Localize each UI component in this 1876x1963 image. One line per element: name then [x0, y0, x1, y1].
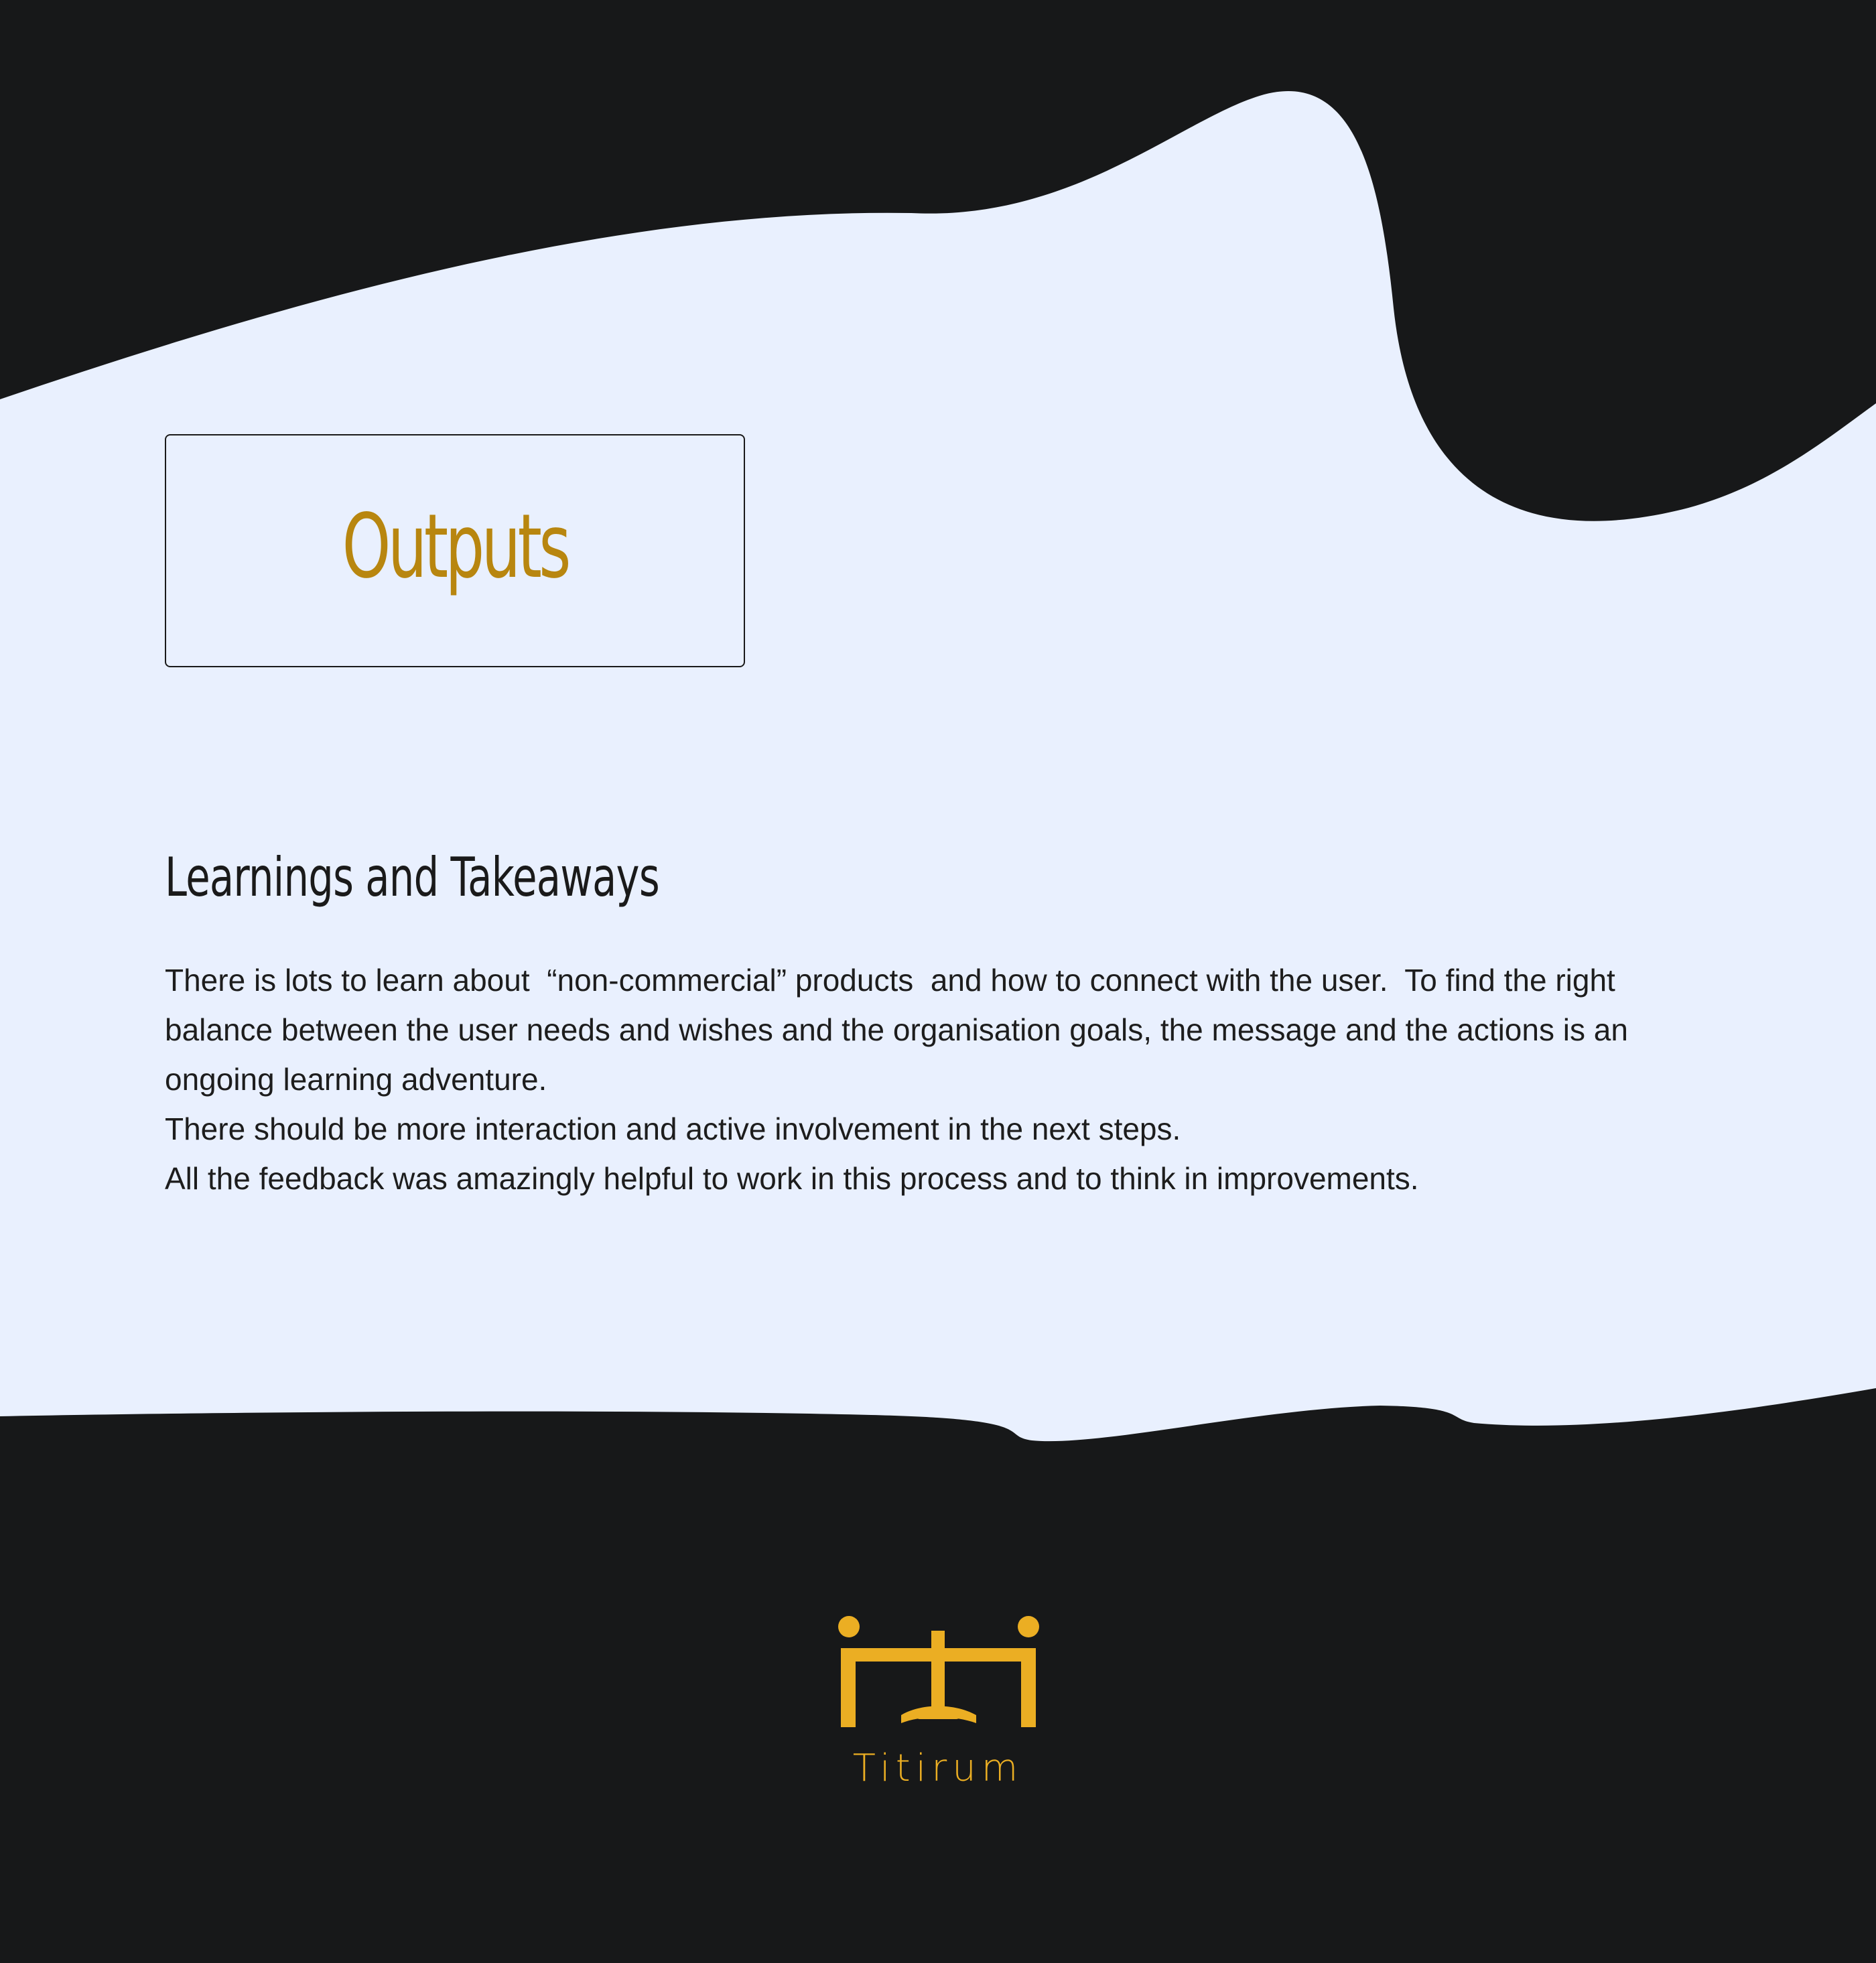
learnings-paragraph: All the feedback was amazingly helpful to work in this process and to think in improvements.: [165, 1161, 1419, 1196]
titirum-logo: [834, 1615, 1042, 1796]
learnings-paragraph: There should be more interaction and active involvement in the next steps.: [165, 1111, 1181, 1146]
learnings-body: [165, 955, 1726, 1203]
learnings-heading: Learnings and Takeaways: [165, 846, 659, 908]
outputs-box: [165, 434, 745, 667]
titirum-wordmark: Titirum: [852, 1747, 1024, 1790]
outputs-title: Outputs: [342, 495, 568, 598]
titirum-logo-mark-icon: [834, 1615, 1042, 1729]
learnings-paragraph: There is lots to learn about “non-commercial” products and how to connect with the user. To find the right balance between the user needs and wishes and the organisation goals, the message and the actions is an ongoing learning adventure.: [165, 963, 1637, 1097]
